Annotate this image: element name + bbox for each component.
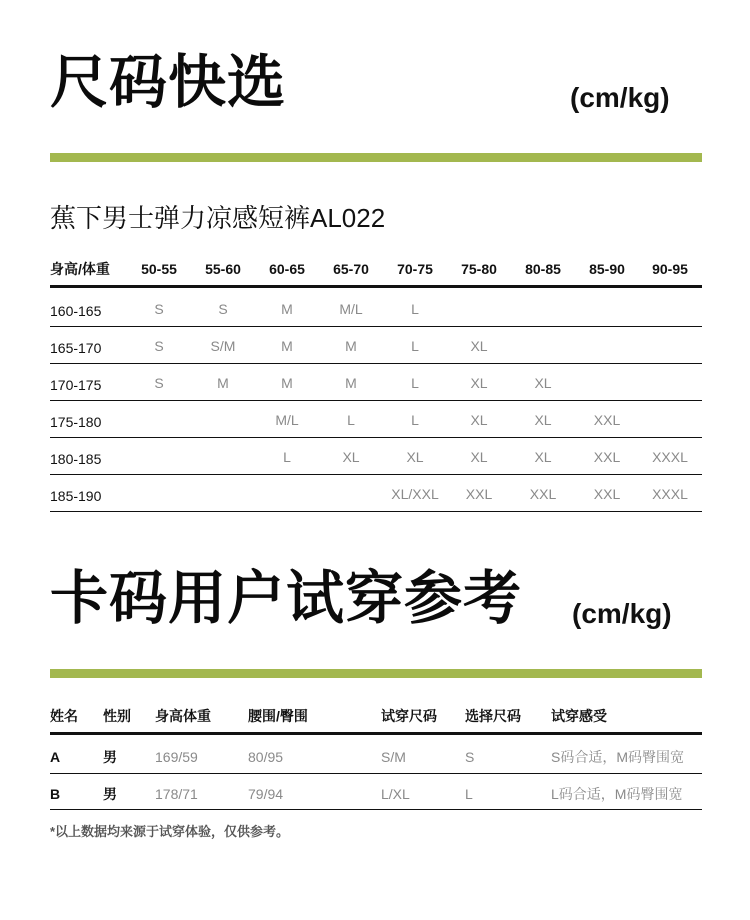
size-chart-title: 尺码快选 bbox=[50, 50, 287, 115]
size-cell: M bbox=[281, 338, 293, 354]
weight-column-header: 85-90 bbox=[589, 261, 625, 277]
size-cell: S bbox=[154, 338, 164, 354]
tryon-unit: (cm/kg) bbox=[572, 598, 672, 629]
size-cell: XL bbox=[534, 412, 552, 428]
size-cell: XL bbox=[470, 449, 488, 465]
height-row-label: 185-190 bbox=[50, 488, 102, 504]
size-cell: XL bbox=[470, 375, 488, 391]
size-cell: M bbox=[345, 375, 357, 391]
size-cell: M/L bbox=[275, 412, 299, 428]
size-cell: XL/XXL bbox=[391, 486, 439, 502]
disclaimer-note: *以上数据均来源于试穿体验，仅供参考。 bbox=[50, 824, 290, 839]
weight-column-header: 55-60 bbox=[205, 261, 241, 277]
tryon-header-rule bbox=[50, 732, 702, 735]
size-cell: S bbox=[154, 375, 164, 391]
table-header-rule bbox=[50, 285, 702, 288]
size-cell: XXL bbox=[593, 449, 621, 465]
row-rule bbox=[50, 773, 702, 774]
header-name: 姓名 bbox=[50, 708, 78, 724]
row-rule bbox=[50, 809, 702, 810]
user-height-weight: 169/59 bbox=[155, 749, 198, 765]
height-row-label: 175-180 bbox=[50, 414, 102, 430]
weight-column-header: 70-75 bbox=[397, 261, 433, 277]
size-cell: XXL bbox=[593, 412, 621, 428]
user-chosen-size: L bbox=[465, 786, 473, 802]
size-cell: XL bbox=[534, 449, 552, 465]
size-cell: XXXL bbox=[652, 449, 688, 465]
height-row-label: 165-170 bbox=[50, 340, 102, 356]
user-feeling: S码合适，M码臀围宽 bbox=[551, 749, 684, 765]
user-gender: 男 bbox=[103, 786, 117, 802]
header-chosen-size: 选择尺码 bbox=[465, 708, 521, 724]
size-cell: L bbox=[347, 412, 355, 428]
user-waist-hip: 79/94 bbox=[248, 786, 284, 802]
size-cell: L bbox=[283, 449, 291, 465]
size-cell: XL bbox=[406, 449, 424, 465]
weight-column-header: 65-70 bbox=[333, 261, 369, 277]
header-tried-size: 试穿尺码 bbox=[381, 708, 437, 724]
row-rule bbox=[50, 400, 702, 401]
header-gender: 性别 bbox=[103, 708, 131, 724]
user-tried-size: L/XL bbox=[381, 786, 410, 802]
row-rule bbox=[50, 511, 702, 512]
size-cell: S/M bbox=[210, 338, 236, 354]
user-feeling: L码合适，M码臀围宽 bbox=[551, 786, 683, 802]
user-name: A bbox=[50, 749, 61, 765]
row-rule bbox=[50, 326, 702, 327]
header-waist-hip: 腰围/臀围 bbox=[248, 708, 308, 724]
size-cell: XL bbox=[470, 338, 488, 354]
size-cell: XXL bbox=[593, 486, 621, 502]
height-row-label: 170-175 bbox=[50, 377, 102, 393]
size-cell: XXL bbox=[465, 486, 493, 502]
size-chart-unit: (cm/kg) bbox=[570, 82, 670, 113]
size-cell: L bbox=[411, 338, 419, 354]
accent-divider-2 bbox=[50, 669, 702, 678]
user-height-weight: 178/71 bbox=[155, 786, 198, 802]
size-cell: S bbox=[218, 301, 228, 317]
weight-column-header: 50-55 bbox=[141, 261, 177, 277]
corner-header: 身高/体重 bbox=[50, 261, 110, 277]
weight-column-header: 90-95 bbox=[652, 261, 688, 277]
user-waist-hip: 80/95 bbox=[248, 749, 284, 765]
header-height-weight: 身高体重 bbox=[155, 708, 211, 724]
user-tried-size: S/M bbox=[381, 749, 406, 765]
user-name: B bbox=[50, 786, 61, 802]
size-cell: L bbox=[411, 375, 419, 391]
size-cell: L bbox=[411, 301, 419, 317]
size-cell: XL bbox=[342, 449, 360, 465]
header-feeling: 试穿感受 bbox=[551, 708, 607, 724]
height-row-label: 160-165 bbox=[50, 303, 102, 319]
row-rule bbox=[50, 437, 702, 438]
weight-column-header: 60-65 bbox=[269, 261, 305, 277]
size-cell: XL bbox=[534, 375, 552, 391]
height-row-label: 180-185 bbox=[50, 451, 102, 467]
size-cell: XL bbox=[470, 412, 488, 428]
size-cell: M bbox=[217, 375, 229, 391]
product-name: 蕉下男士弹力凉感短裤AL022 bbox=[50, 203, 386, 233]
size-cell: XXL bbox=[529, 486, 557, 502]
size-cell: M bbox=[281, 375, 293, 391]
row-rule bbox=[50, 363, 702, 364]
user-chosen-size: S bbox=[465, 749, 475, 765]
weight-column-header: 75-80 bbox=[461, 261, 497, 277]
size-cell: S bbox=[154, 301, 164, 317]
accent-divider-1 bbox=[50, 153, 702, 162]
user-gender: 男 bbox=[103, 749, 117, 765]
size-cell: L bbox=[411, 412, 419, 428]
size-cell: M bbox=[281, 301, 293, 317]
size-cell: M/L bbox=[339, 301, 363, 317]
size-cell: XXXL bbox=[652, 486, 688, 502]
row-rule bbox=[50, 474, 702, 475]
size-cell: M bbox=[345, 338, 357, 354]
weight-column-header: 80-85 bbox=[525, 261, 561, 277]
tryon-title: 卡码用户试穿参考 bbox=[50, 566, 523, 631]
